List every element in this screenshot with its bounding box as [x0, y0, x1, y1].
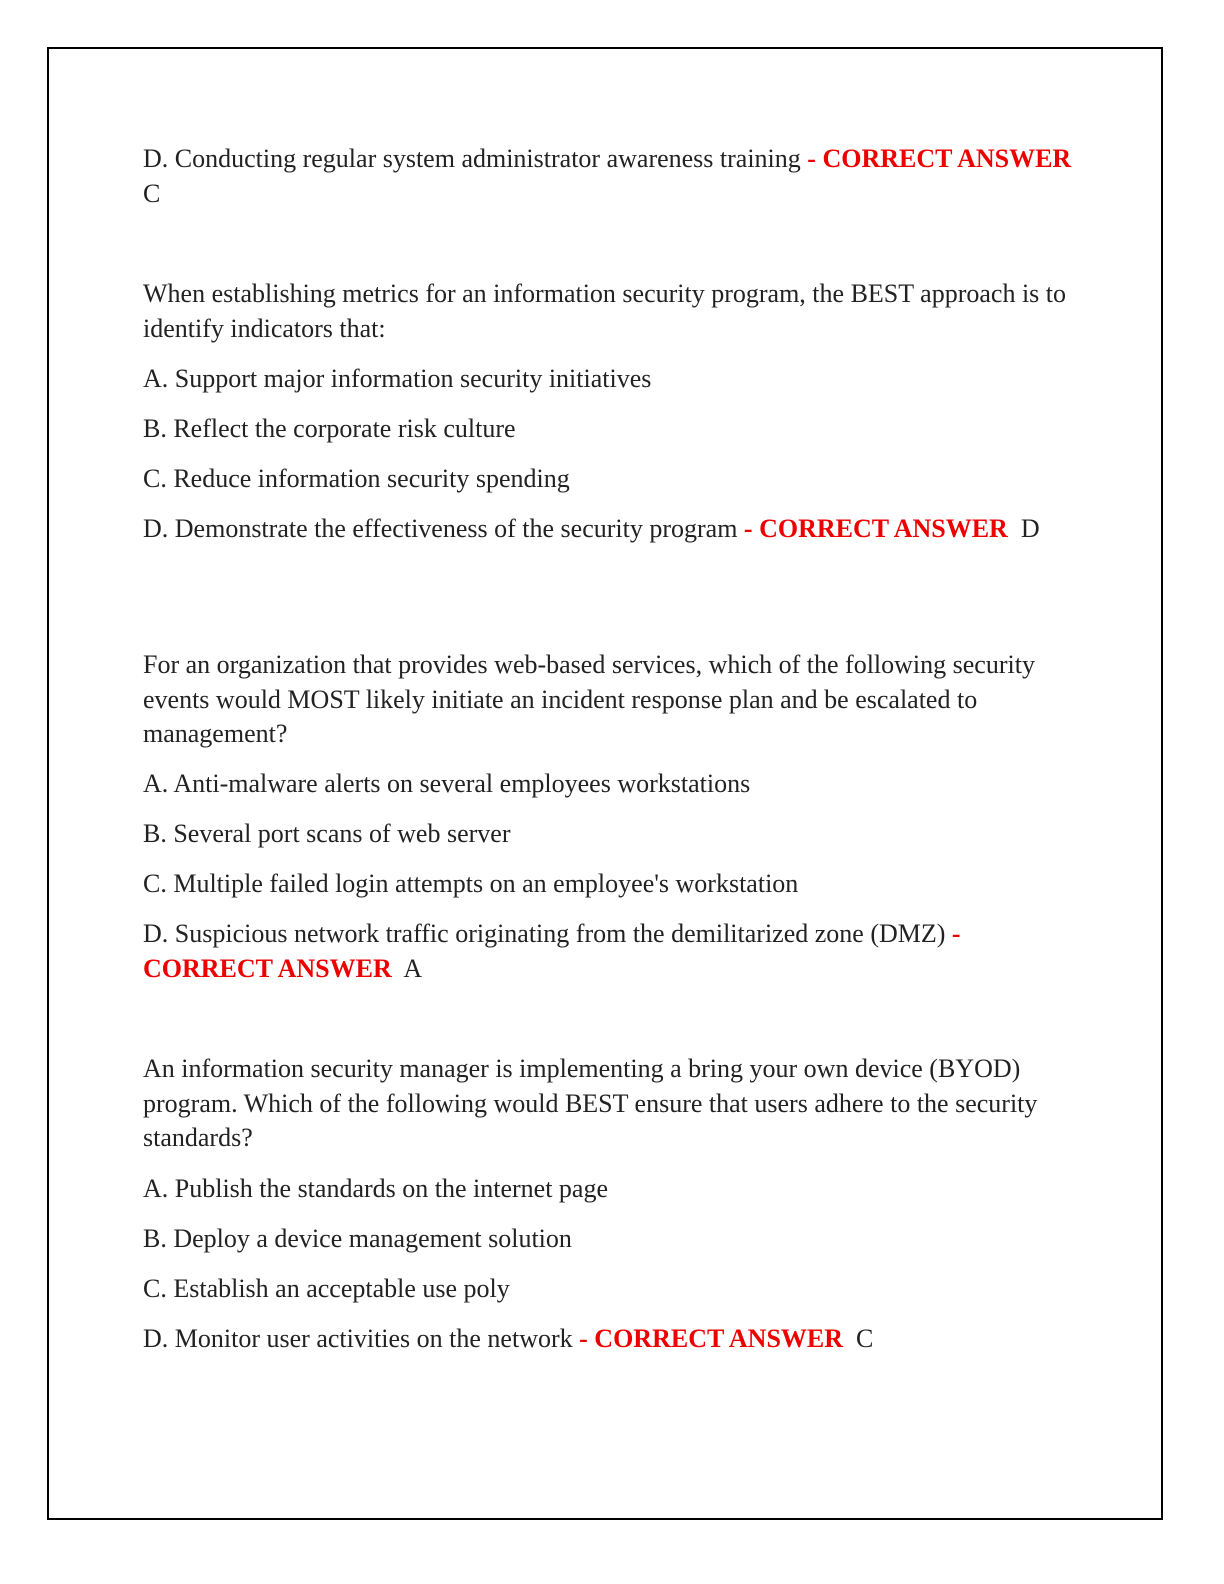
question-text [143, 362, 1083, 397]
text: An information security manager is implementing a bring your own device (BYOD) program. Which of the following would BEST ensure that users adhere to the security standards? [143, 1054, 1038, 1152]
question-text [143, 1052, 1083, 1156]
text: C. Establish an acceptable use poly [143, 1274, 510, 1303]
answer-option-with-key [143, 917, 1083, 986]
answer-letter: C [856, 1324, 874, 1353]
question-text [143, 277, 1083, 346]
answer-option-with-key [143, 512, 1083, 547]
text: C. Reduce information security spending [143, 464, 570, 493]
answer-letter: D [1020, 514, 1040, 543]
text: A. Anti-malware alerts on several employees workstations [143, 769, 751, 798]
answer-option-with-key [143, 1322, 1083, 1357]
text: C. Multiple failed login attempts on an employee's workstation [143, 869, 799, 898]
text: D. Suspicious network traffic originating from the demilitarized zone (DMZ) [143, 919, 946, 948]
correct-answer-label: - CORRECT ANSWER [807, 144, 1072, 173]
text: A. Support major information security initiatives [143, 364, 652, 393]
answer-letter: A [403, 953, 423, 983]
question-text [143, 817, 1083, 852]
text: B. Several port scans of web server [143, 819, 511, 848]
text: D. Conducting regular system administrator awareness training [143, 144, 801, 173]
text: B. Reflect the corporate risk culture [143, 414, 516, 443]
answer-letter: C [143, 178, 161, 208]
correct-answer-label: - CORRECT ANSWER [579, 1324, 844, 1353]
question-text [143, 767, 1083, 802]
question-text [143, 867, 1083, 902]
text: D. Monitor user activities on the network [143, 1324, 573, 1353]
question-text [143, 1222, 1083, 1257]
question-text [143, 1272, 1083, 1307]
question-text [143, 648, 1083, 752]
text: B. Deploy a device management solution [143, 1224, 572, 1253]
question-text [143, 1172, 1083, 1207]
question-text [143, 412, 1083, 447]
correct-answer-label: - CORRECT ANSWER [143, 919, 961, 983]
text: A. Publish the standards on the internet page [143, 1174, 609, 1203]
text: D. Demonstrate the effectiveness of the security program [143, 514, 738, 543]
text: When establishing metrics for an information security program, the BEST approach is to identify indicators that: [143, 279, 1067, 343]
answer-option-with-key [143, 142, 1083, 211]
question-text [143, 462, 1083, 497]
text: For an organization that provides web-based services, which of the following security events would MOST likely initiate an incident response plan and be escalated to management? [143, 650, 1035, 748]
correct-answer-label: - CORRECT ANSWER [743, 514, 1008, 543]
